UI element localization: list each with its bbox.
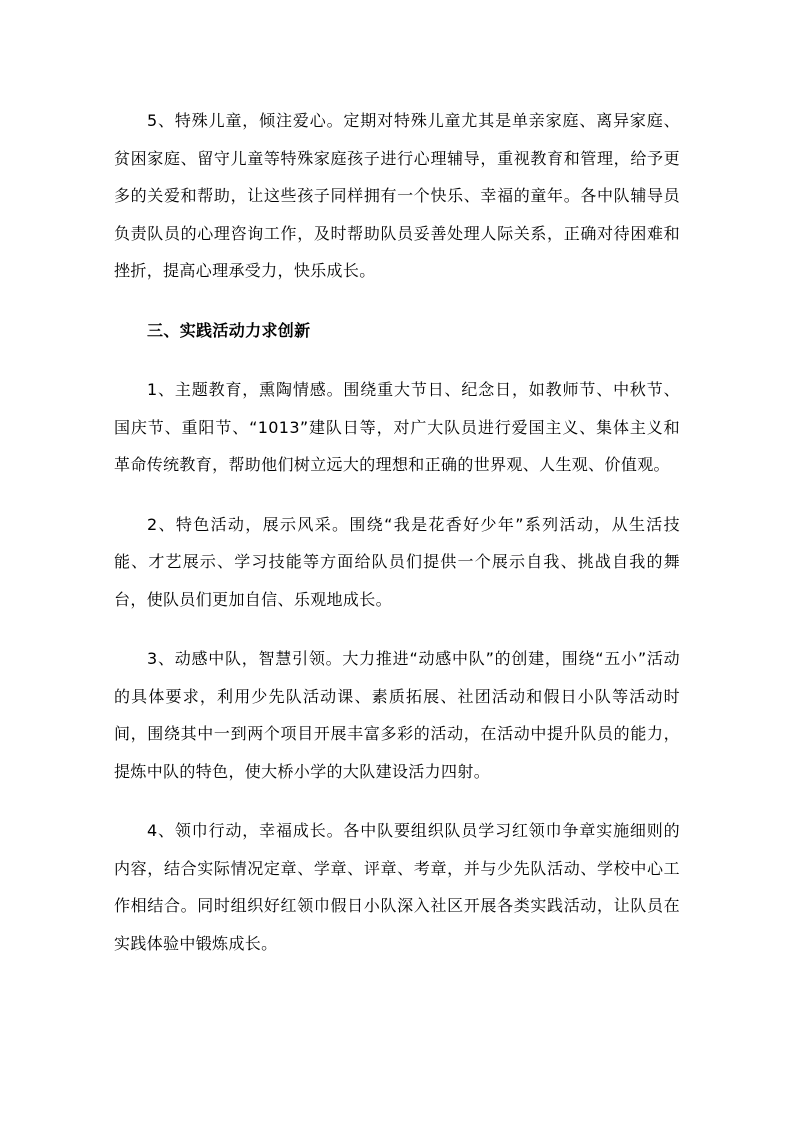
section-heading-practice-activities: 三、实践活动力求创新 [147,320,311,340]
paragraph-theme-education: 1、主题教育，熏陶情感。围绕重大节日、纪念日，如教师节、中秋节、国庆节、重阳节、“1013”建队日等，对广大队员进行爱国主义、集体主义和革命传统教育，帮助他们树立远大的理想和正确的世界观、人生观、价值观。 [114,380,680,474]
document-body [114,102,680,962]
paragraph-red-scarf-action: 4、领巾行动，幸福成长。各中队要组织队员学习红领巾争章实施细则的内容，结合实际情况定章、学章、评章、考章，并与少先队活动、学校中心工作相结合。同时组织好红领巾假日小队深入社区开展各类实践活动，让队员在实践体验中锻炼成长。 [114,821,680,953]
paragraph-special-children: 5、特殊儿童，倾注爱心。定期对特殊儿童尤其是单亲家庭、离异家庭、贫困家庭、留守儿童等特殊家庭孩子进行心理辅导，重视教育和管理，给予更多的关爱和帮助，让这些孩子同样拥有一个快乐、幸福的童年。各中队辅导员负责队员的心理咨询工作，及时帮助队员妥善处理人际关系，正确对待困难和挫折，提高心理承受力，快乐成长。 [114,111,680,280]
paragraph-dynamic-squad: 3、动感中队，智慧引领。大力推进“动感中队”的创建，围绕“五小”活动的具体要求，利用少先队活动课、素质拓展、社团活动和假日小队等活动时间，围绕其中一到两个项目开展丰富多彩的活动，在活动中提升队员的能力，提炼中队的特色，使大桥小学的大队建设活力四射。 [114,649,680,781]
paragraph-featured-activities: 2、特色活动，展示风采。围绕“我是花香好少年”系列活动，从生活技能、才艺展示、学习技能等方面给队员们提供一个展示自我、挑战自我的舞台，使队员们更加自信、乐观地成长。 [114,514,680,609]
